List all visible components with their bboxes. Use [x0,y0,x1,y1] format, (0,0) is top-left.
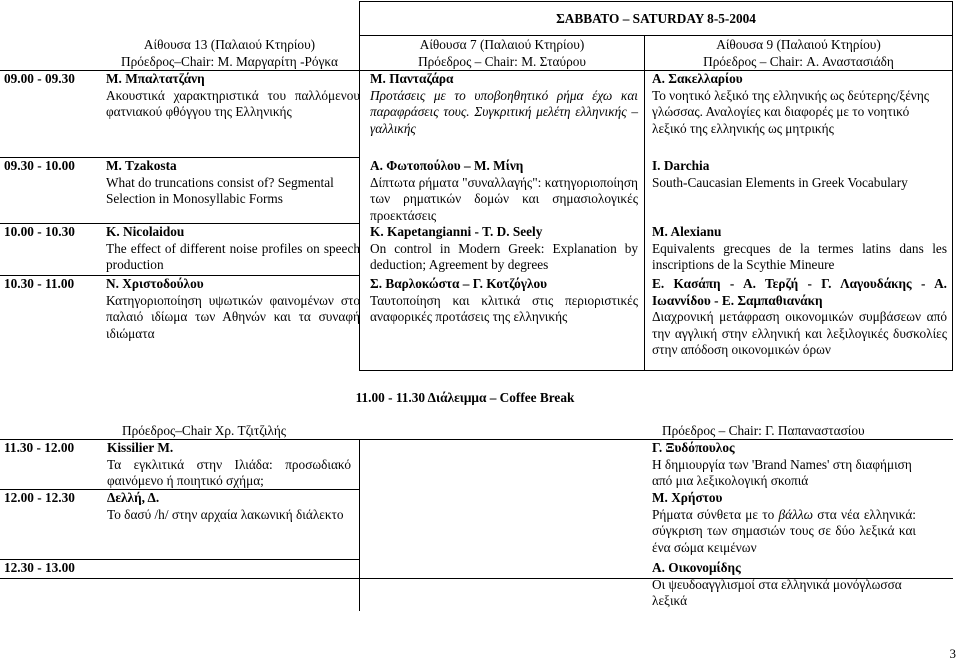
day-header [359,11,953,28]
talk-title-part: Ρήματα σύνθετα με το [652,506,779,522]
talk-speaker: Μ. Πανταζάρα [370,71,454,86]
talk-title: Διαχρονική μετάφραση οικονομικών συμβάσεων από την αγγλική στην ελληνική και λεξιλογικές δυσκολίες στην απόδοση οικονομικών όρων [652,309,947,357]
hall13-title: Αίθουσα 13 (Παλαιού Κτηρίου) [143,37,316,52]
talk-title [370,88,638,138]
talk-speaker: Α. Σακελλαρίου [652,71,743,86]
hall7-talk-1 [370,71,638,137]
slot-time: 10.00 - 10.30 [4,224,75,239]
talk-title: Η δημιουργία των 'Brand Names' στη διαφήμιση από μια λεξικολογική σκοπιά [652,456,912,488]
slot-speaker: M. Tzakosta [106,158,177,173]
talk-speaker: Ε. Κασάπη - Α. Τερζή - Γ. Λαγουδάκης - Α. Ιωαννίδου - Ε. Σαμπαθιανάκη [652,276,947,308]
talk-title: South-Caucasian Elements in Greek Vocabulary [652,174,908,190]
hall9-talk-4 [652,276,947,359]
talk-title: Οι ψευδοαγγλισμοί στα ελληνικά μονόγλωσσα λεξικά [652,576,902,608]
hall7-talk-4 [370,276,638,326]
slot-title: Κατηγοριοποίηση υψωτικών φαινομένων στο παλαιό ιδίωμα των Αθηνών και τα συναφή ιδιώματα [106,292,360,341]
slot-time: 11.30 - 12.00 [4,440,75,455]
break-time: 11.00 - 11.30 [355,390,426,405]
hall9-talk-2 [652,158,916,191]
talk-title-emph: έχω [592,87,613,103]
talk-speaker: Σ. Βαρλοκώστα – Γ. Κοτζόγλου [370,276,548,291]
talk-title-emph: βάλλω [778,506,814,522]
talk-title: Equivalents grecques de la termes latins dans les inscriptions de la Scythie Mineure [652,240,947,272]
slot-time: 12.30 - 13.00 [4,560,75,575]
talk-title: Ταυτοποίηση και κλιτικά στις περιοριστικές αναφορικές προτάσεις της ελληνικής [370,292,638,324]
talk-speaker: I. Darchia [652,158,710,173]
slot-title: What do truncations consist of? Segmental Selection in Monosyllabic Forms [106,174,334,206]
coffee-break [280,390,650,407]
talk-title: Δίπτωτα ρήματα "συναλλαγής": κατηγοριοποίηση των ρηματικών δομών και σημασιολογικές προεκτάσεις [370,174,638,223]
slot-speaker: Ν. Χριστοδούλου [106,276,204,291]
talk-title-part: και παραφράσεις τους. Συγκριτική μελέτη ελληνικής – γαλλικής [370,87,638,136]
slot-time: 12.00 - 12.30 [4,490,75,505]
talk-title-part: στα νέα ελληνικά: σύγκριση των σημασιών τους σε δύο λεξικά και ένα σώμα κειμένων [652,506,916,555]
hall9-header [645,37,952,70]
page-number-text: 3 [949,646,956,661]
late-left-divider [359,439,360,611]
hall7-talk-3 [370,224,638,274]
talk-speaker: Α. Φωτοπούλου – Μ. Μίνη [370,158,524,173]
table-right-border [952,1,953,371]
late-right-talk-3 [652,560,916,610]
talk-title [652,507,916,557]
hall7-header [360,37,644,70]
center-right-border [644,35,645,371]
late-right-talk-1 [652,440,916,490]
hall7-talk-2 [370,158,638,224]
talk-title: On control in Modern Greek: Explanation by deduction; Agreement by degrees [370,240,638,272]
hall7-title: Αίθουσα 7 (Παλαιού Κτηρίου) [419,37,585,52]
slot-speaker: Μ. Μπαλτατζάνη [106,71,205,86]
talk-title-part: Προτάσεις με το υποβοηθητικό ρήμα [370,87,593,103]
hall9-talk-3 [652,224,947,274]
talk-speaker: Α. Οικονομίδης [652,560,741,575]
header-bottom-border [359,35,953,36]
talk-speaker: M. Alexianu [652,224,722,239]
talk-speaker: Μ. Χρήστου [652,490,723,505]
chair-text: Πρόεδρος – Chair: Γ. Παπαναστασίου [662,423,865,438]
slot-speaker: K. Nicolaidou [106,224,185,239]
break-label: Διάλειμμα – Coffee Break [427,390,575,405]
late-left-chair [122,423,359,440]
talk-speaker: Γ. Ξυδόπουλος [652,440,735,455]
slot-title: The effect of different noise profiles on speech production [106,240,360,272]
hall7-chair: Πρόεδρος – Chair: Μ. Σταύρου [418,53,586,69]
talk-title: Το νοητικό λεξικό της ελληνικής ως δεύτερης/ξένης γλώσσας. Αναλογίες και διαφορές με το νοητικό λεξικό της ελληνικής ως μητρικής [652,87,930,136]
slot-time: 09.30 - 10.00 [4,158,75,173]
hall9-talk-1 [652,71,947,137]
morning-bottom-line [359,370,953,371]
slot-title: Το δασύ /h/ στην αρχαία λακωνική διάλεκτο [107,506,344,522]
day-header-text: ΣΑΒΒΑΤΟ – SATURDAY 8-5-2004 [556,11,756,26]
table-top-border [359,1,953,2]
talk-speaker: K. Kapetangianni - T. D. Seely [370,224,543,239]
hall13-header [100,37,359,70]
late-right-talk-2 [652,490,916,556]
chair-text: Πρόεδρος–Chair Χρ. Τζιτζιλής [122,423,287,438]
slot-speaker: Δελλή, Δ. [107,490,160,505]
slot-time: 10.30 - 11.00 [4,276,75,291]
page-number [938,646,956,663]
slot-time: 09.00 - 09.30 [4,71,75,86]
hall9-title: Αίθουσα 9 (Παλαιού Κτηρίου) [716,37,881,52]
hall9-chair: Πρόεδρος – Chair: Α. Αναστασιάδη [703,53,894,69]
slot-speaker: Kissilier M. [107,440,174,455]
late-right-chair [662,423,952,440]
hall13-chair: Πρόεδρος–Chair: Μ. Μαργαρίτη -Ρόγκα [121,53,338,69]
slot-title: Ακουστικά χαρακτηριστικά του παλλόμενου φατνιακού φθόγγου της Ελληνικής [106,87,360,119]
slot-title: Τα εγκλιτικά στην Ιλιάδα: προσωδιακό φαινόμενο ή ποιητικό σχήμα; [107,456,351,488]
